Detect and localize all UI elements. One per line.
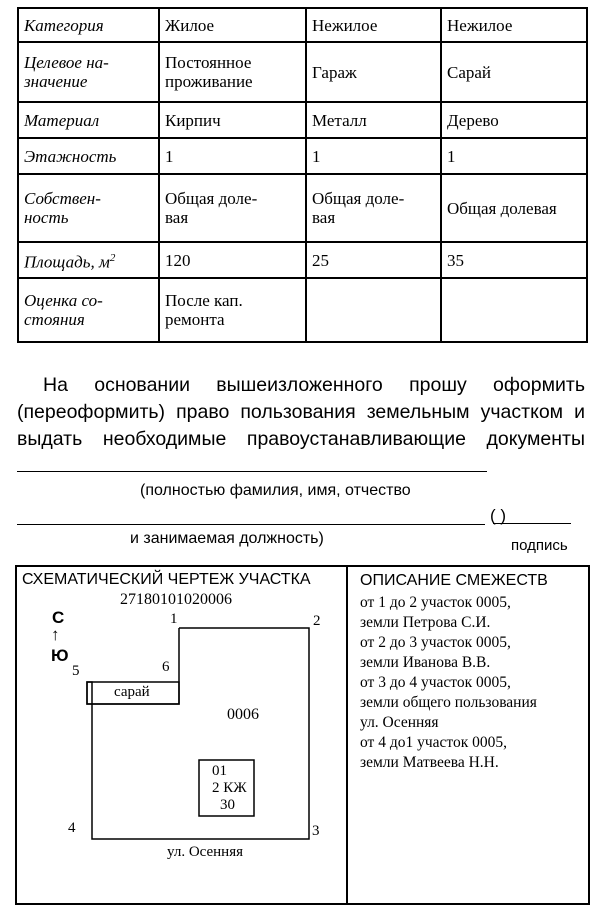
fio-note: (полностью фамилия, имя, отчество (140, 482, 411, 499)
cell-text: После кап. ремонта (165, 291, 243, 329)
cell: 1 (441, 138, 587, 174)
house-label-line: 01 (212, 763, 227, 779)
box-divider (346, 567, 348, 903)
point-4-label: 4 (68, 820, 76, 836)
cell: 35 (441, 242, 587, 278)
point-2-label: 2 (313, 613, 321, 629)
cell (159, 42, 306, 102)
point-5-label: 5 (72, 663, 80, 679)
adjacency-description (360, 571, 548, 773)
cell: Дерево (441, 102, 587, 138)
position-blank-line (17, 500, 485, 525)
adjacency-line: от 1 до 2 участок 0005, (360, 594, 511, 611)
point-3-label: 3 (312, 823, 320, 839)
row-label-floors: Этажность (18, 138, 159, 174)
table-row (18, 278, 587, 342)
cell: Кирпич (159, 102, 306, 138)
scheme-box (15, 565, 590, 905)
position-note: и занимаемая должность) (130, 530, 324, 547)
row-label-condition (18, 278, 159, 342)
cell: Гараж (306, 42, 441, 102)
house-labels (212, 763, 247, 814)
point-1-label: 1 (170, 611, 178, 627)
cell-text: Общая доле- вая (165, 189, 258, 227)
table-row (18, 242, 587, 278)
area-superscript: 2 (109, 251, 116, 264)
adjacency-line: от 4 до1 участок 0005, (360, 734, 507, 751)
cell: Жилое (159, 8, 306, 42)
scheme-title: СХЕМАТИЧЕСКИЙ ЧЕРТЕЖ УЧАСТКА (22, 571, 311, 588)
plot-outline (87, 628, 309, 839)
label-text: Площадь, м (24, 252, 110, 272)
name-blank-line (17, 455, 487, 472)
adjacency-line: от 3 до 4 участок 0005, (360, 674, 511, 691)
row-label-material: Материал (18, 102, 159, 138)
table-row (18, 42, 587, 102)
cell: 120 (159, 242, 306, 278)
cell: Сарай (441, 42, 587, 102)
point-6-label: 6 (162, 659, 170, 675)
adjacency-line: земли Матвеева Н.Н. (360, 754, 499, 771)
adjacency-title: ОПИСАНИЕ СМЕЖЕСТВ (360, 572, 548, 589)
property-table (17, 7, 588, 343)
label-text: Оценка со- стояния (24, 291, 103, 329)
shed-label: сарай (114, 684, 150, 700)
house-label-line: 2 КЖ (212, 780, 247, 796)
adjacency-line: ул. Осенняя (360, 714, 439, 731)
cell: Нежилое (441, 8, 587, 42)
north-label: С (52, 608, 65, 627)
row-label-purpose (18, 42, 159, 102)
row-label-category: Категория (18, 8, 159, 42)
cell-text: Постоянное проживание (165, 53, 253, 91)
cell: Общая долевая (441, 174, 587, 242)
cell: 25 (306, 242, 441, 278)
signature-label: подпись (511, 537, 568, 554)
request-text: На основании вышеизложенного прошу оформить (переоформить) право пользования земельным участком и выдать необходимые правоустанавливающие документы (17, 374, 585, 450)
cell (159, 278, 306, 342)
row-label-ownership (18, 174, 159, 242)
table-row (18, 8, 587, 42)
north-arrow-icon: ↑ (51, 625, 60, 644)
row-label-area (18, 242, 159, 278)
house-label-line: 30 (220, 797, 235, 813)
cadastral-number: 27180101020006 (120, 591, 232, 608)
adjacency-line: земли общего пользования (360, 694, 537, 711)
cell (306, 278, 441, 342)
plot-id-label: 0006 (227, 706, 259, 723)
adjacency-line: земли Иванова В.В. (360, 654, 491, 671)
table-row (18, 174, 587, 242)
cell-text: Общая доле- вая (312, 189, 405, 227)
label-text: Целевое на- значение (24, 53, 109, 91)
signature-blank-line (493, 503, 571, 524)
cell: Нежилое (306, 8, 441, 42)
cell: 1 (306, 138, 441, 174)
south-label: Ю (51, 646, 69, 665)
label-text: Собствен- ность (24, 189, 101, 227)
cell: Металл (306, 102, 441, 138)
request-paragraph (17, 372, 585, 480)
table-row (18, 102, 587, 138)
adjacency-line: земли Петрова С.И. (360, 614, 491, 631)
cell (441, 278, 587, 342)
street-label: ул. Осенняя (167, 844, 244, 860)
table-row (18, 138, 587, 174)
cell (306, 174, 441, 242)
signature-brackets: ( ) (490, 506, 507, 525)
adjacency-line: от 2 до 3 участок 0005, (360, 634, 511, 651)
cell (159, 174, 306, 242)
cell: 1 (159, 138, 306, 174)
